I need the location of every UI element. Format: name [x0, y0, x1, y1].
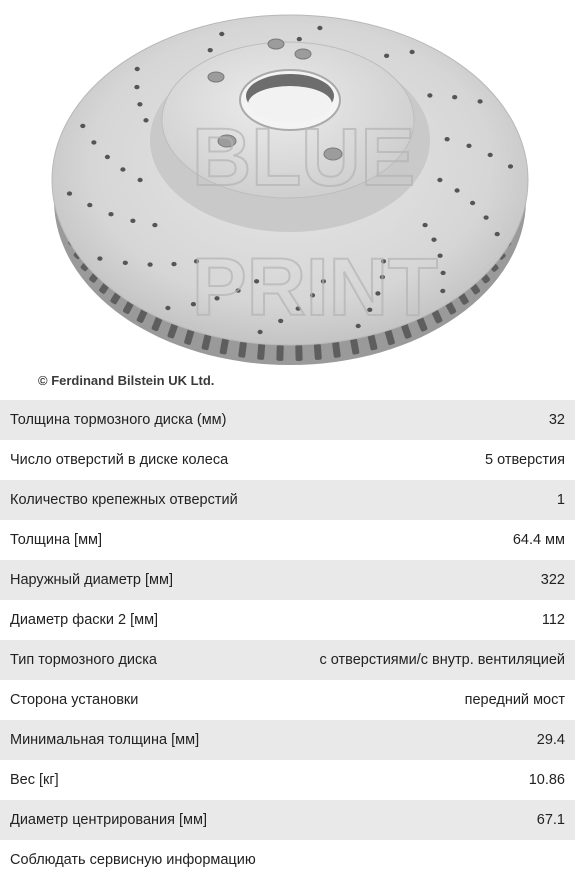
spec-value: 32: [548, 412, 565, 428]
spec-value: 67.1: [536, 812, 565, 828]
spec-label: Диаметр фаски 2 [мм]: [10, 612, 159, 628]
spec-label: Тип тормозного диска: [10, 652, 157, 668]
spec-value: 29.4: [536, 732, 565, 748]
spec-row: [0, 800, 575, 840]
spec-row: [0, 640, 575, 680]
spec-label: Число отверстий в диске колеса: [10, 452, 229, 468]
spec-label: Диаметр центрирования [мм]: [10, 812, 208, 828]
spec-label: Соблюдать сервисную информацию: [10, 852, 256, 868]
spec-row: [0, 720, 575, 760]
spec-label: Сторона установки: [10, 692, 139, 708]
spec-value: с отверстиями/с внутр. вентиляцией: [319, 652, 565, 668]
spec-row: [0, 560, 575, 600]
spec-row: [0, 480, 575, 520]
spec-value: 1: [556, 492, 565, 508]
spec-label: Вес [кг]: [10, 772, 59, 788]
spec-value: 322: [540, 572, 565, 588]
spec-label: Наружный диаметр [мм]: [10, 572, 174, 588]
spec-row: [0, 400, 575, 440]
spec-row: [0, 600, 575, 640]
spec-label: Количество крепежных отверстий: [10, 492, 238, 508]
svg-text:PRINT: PRINT: [192, 242, 438, 333]
spec-row: [0, 760, 575, 800]
spec-label: Минимальная толщина [мм]: [10, 732, 200, 748]
spec-row: [0, 440, 575, 480]
spec-label: Толщина тормозного диска (мм): [10, 412, 227, 428]
spec-value: передний мост: [464, 692, 565, 708]
spec-value: 5 отверстия: [485, 452, 565, 468]
spec-value: 10.86: [528, 772, 565, 788]
spec-row: [0, 680, 575, 720]
spec-value: 64.4 мм: [512, 532, 565, 548]
spec-value: 112: [541, 612, 565, 628]
brake-disc-image: [0, 0, 575, 400]
spec-row: [0, 520, 575, 560]
spec-label: Толщина [мм]: [10, 532, 103, 548]
copyright-text: © Ferdinand Bilstein UK Ltd.: [38, 373, 215, 388]
spec-row: [0, 840, 575, 880]
product-image: [0, 0, 575, 400]
svg-text:BLUE: BLUE: [192, 112, 416, 203]
specification-table: [0, 400, 575, 880]
